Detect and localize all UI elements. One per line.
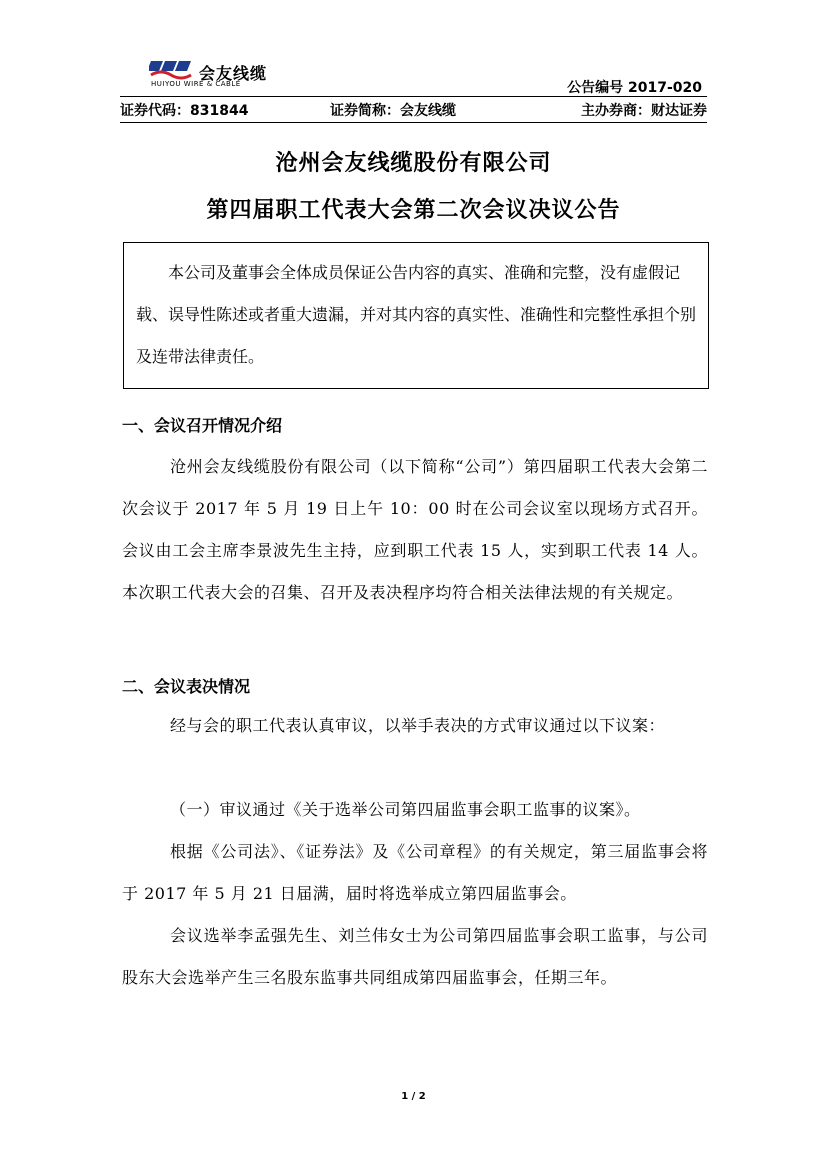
page-number: 1 / 2 bbox=[401, 1091, 426, 1102]
logo-chinese-name: 会友线缆 bbox=[199, 64, 268, 83]
lead-broker: 主办券商：财达证券 bbox=[581, 103, 707, 119]
section2-paragraph2: 会议选举李孟强先生、刘兰伟女士为公司第四届监事会职工监事，与公司股东大会选举产生三名股东监事共同组成第四届监事会，任期三年。 bbox=[122, 926, 708, 987]
announcement-number: 公告编号 2017-020 bbox=[567, 80, 702, 96]
header-divider-bottom bbox=[120, 122, 707, 123]
company-logo bbox=[149, 57, 309, 91]
section2-paragraph1: 根据《公司法》、《证券法》及《公司章程》的有关规定，第三届监事会将于 2017 年 5 月 21 日届满，届时将选举成立第四届监事会。 bbox=[122, 842, 708, 903]
logo-english-name: HUIYOU WIRE & CABLE bbox=[151, 80, 241, 88]
disclaimer-text: 本公司及董事会全体成员保证公告内容的真实、准确和完整，没有虚假记载、误导性陈述或者重大遗漏，并对其内容的真实性、准确性和完整性承担个别及连带法律责任。 bbox=[136, 263, 697, 366]
stock-abbreviation: 证券简称：会友线缆 bbox=[330, 103, 456, 119]
document-title-line1: 沧州会友线缆股份有限公司 bbox=[275, 151, 552, 176]
section2-intro: 经与会的职工代表认真审议，以举手表决的方式审议通过以下议案： bbox=[170, 716, 666, 735]
header-divider-top bbox=[120, 96, 707, 97]
stock-code: 证券代码：831844 bbox=[120, 103, 249, 119]
disclaimer-box bbox=[123, 242, 709, 389]
section2-heading: 二、会议表决情况 bbox=[122, 677, 251, 696]
section1-body: 沧州会友线缆股份有限公司（以下简称“公司”）第四届职工代表大会第二次会议于 2017 年 5 月 19 日上午 10：00 时在公司会议室以现场方式召开。会议由工会主席李景波先生主持，应到职工代表 15 人，实到职工代表 14 人。本次职工代表大会的召集、召开及表决程序均符合相关法律法规的有关规定。 bbox=[122, 457, 708, 602]
section2-item1: （一）审议通过《关于选举公司第四届监事会职工监事的议案》。 bbox=[170, 800, 641, 819]
section1-heading: 一、会议召开情况介绍 bbox=[122, 416, 283, 435]
header-info-row bbox=[120, 100, 707, 120]
document-title-line2: 第四届职工代表大会第二次会议决议公告 bbox=[206, 198, 621, 223]
